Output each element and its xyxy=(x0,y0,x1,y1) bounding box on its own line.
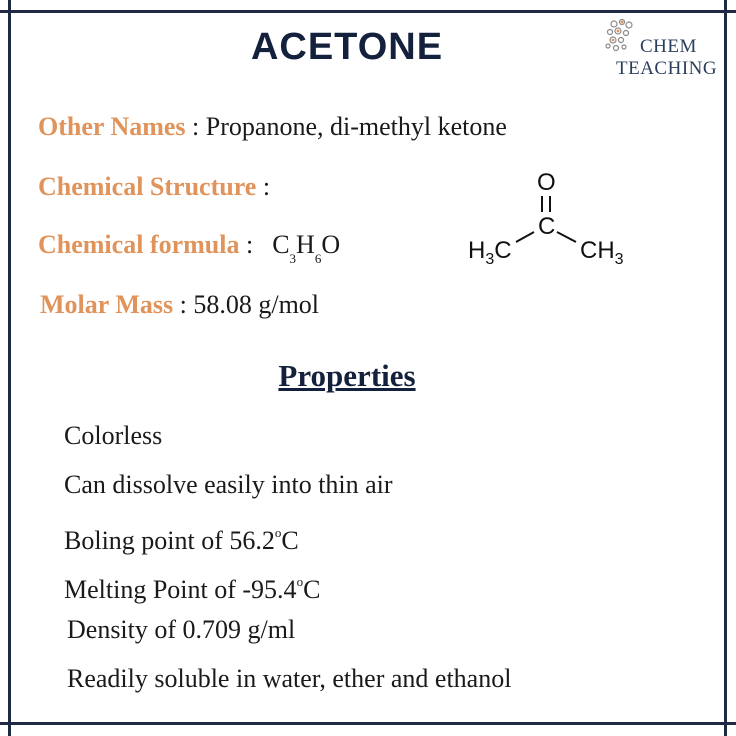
properties-heading: Properties xyxy=(278,358,416,393)
other-names-value: Propanone, di-methyl ketone xyxy=(205,112,507,141)
celsius-unit: C xyxy=(303,574,321,604)
boiling-point-text: Boling point of 56.2 xyxy=(64,526,275,555)
formula-carbon-count: 3 xyxy=(289,251,297,266)
chemical-formula-value xyxy=(272,230,340,267)
structure-carbon: C xyxy=(538,213,556,240)
property-item: Readily soluble in water, ether and ethanol xyxy=(67,663,512,693)
structure-oxygen: O xyxy=(537,169,556,196)
molar-mass-label: Molar Mass xyxy=(40,290,174,319)
acetone-structure-diagram xyxy=(462,168,642,278)
molar-mass-separator: : xyxy=(173,290,194,319)
formula-oxygen: O xyxy=(321,230,341,259)
other-names-row xyxy=(38,112,507,142)
property-item xyxy=(64,515,511,564)
melting-point-text: Melting Point of -95.4 xyxy=(64,574,297,604)
chemical-formula-separator: : xyxy=(239,230,260,259)
formula-hydrogen: H xyxy=(296,230,315,259)
molar-mass-value: 58.08 g/mol xyxy=(193,290,320,319)
frame-top-line xyxy=(0,10,736,13)
celsius-unit: C xyxy=(281,526,299,555)
property-item: Colorless xyxy=(64,421,163,450)
property-item: Can dissolve easily into thin air xyxy=(64,469,393,499)
other-names-separator: : xyxy=(185,112,206,141)
logo-text-chem: CHEM xyxy=(640,36,697,57)
formula-hydrogen-count: 6 xyxy=(314,251,322,266)
structure-left-methyl: $H_3C$ xyxy=(468,237,512,268)
property-item xyxy=(64,564,511,613)
chemical-formula-row xyxy=(38,230,340,267)
degree-symbol: o xyxy=(296,573,304,589)
molar-mass-row xyxy=(40,290,319,320)
formula-carbon: C xyxy=(272,230,290,259)
frame-right-line xyxy=(724,0,727,736)
chemical-structure-label: Chemical Structure xyxy=(38,172,257,201)
structure-right-methyl: $CH_3$ xyxy=(580,237,624,268)
frame-bottom-line xyxy=(0,722,736,725)
chemical-formula-label: Chemical formula xyxy=(38,230,240,259)
page-title: ACETONE xyxy=(250,26,444,68)
chemical-structure-row xyxy=(38,172,270,202)
other-names-label: Other Names xyxy=(38,112,186,141)
property-item: Density of 0.709 g/ml xyxy=(67,615,296,644)
chemical-structure-separator: : xyxy=(256,172,271,201)
properties-list xyxy=(64,418,511,709)
degree-symbol: o xyxy=(274,525,282,540)
logo-text-teaching: TEACHING xyxy=(616,58,718,79)
